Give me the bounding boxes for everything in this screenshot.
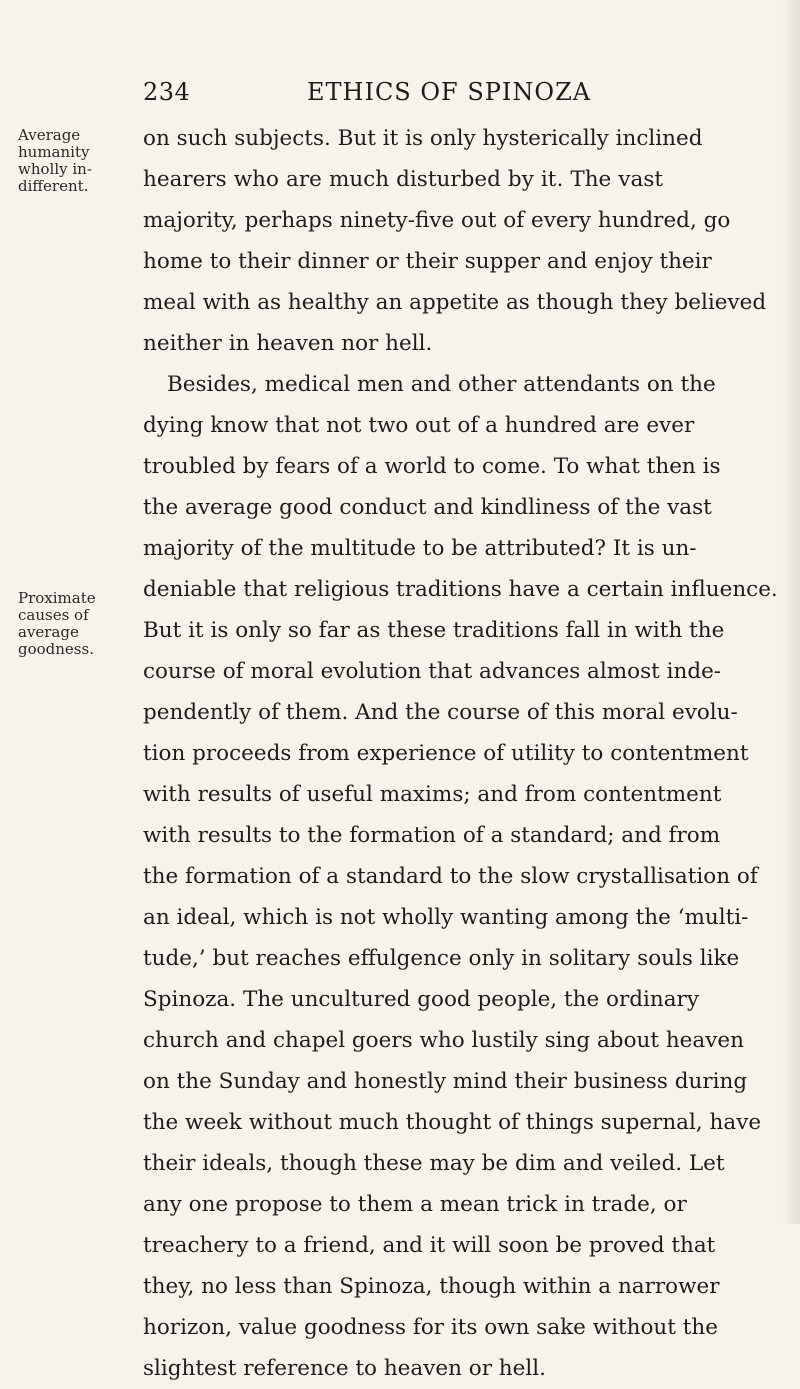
text-line: troubled by fears of a world to come. To what then is — [143, 454, 721, 479]
body-text — [143, 118, 778, 1389]
text-line: any one propose to them a mean trick in trade, or — [143, 1192, 687, 1217]
text-line: they, no less than Spinoza, though within a narrower — [143, 1274, 720, 1299]
text-line: pendently of them. And the course of this moral evolu- — [143, 700, 738, 725]
margin-note-proximate-causes — [18, 590, 136, 658]
text-line: treachery to a friend, and it will soon be proved that — [143, 1233, 716, 1258]
running-head — [143, 76, 640, 108]
margin-note-line: Average — [18, 126, 81, 144]
text-line: deniable that religious traditions have a certain influence. — [143, 577, 778, 602]
text-line: meal with as healthy an appetite as though they believed — [143, 290, 767, 315]
text-line: majority of the multitude to be attributed? It is un- — [143, 536, 697, 561]
page-number: 234 — [143, 78, 191, 106]
text-line: Spinoza. The uncultured good people, the ordinary — [143, 987, 699, 1012]
margin-note-line: Proximate — [18, 589, 96, 607]
margin-note-average-humanity — [18, 127, 136, 195]
text-line: home to their dinner or their supper and enjoy their — [143, 249, 712, 274]
text-line: on such subjects. But it is only hysterically inclined — [143, 126, 703, 151]
text-line: tude,’ but reaches effulgence only in solitary souls like — [143, 946, 740, 971]
text-line: the week without much thought of things supernal, have — [143, 1110, 762, 1135]
margin-note-line: different. — [18, 177, 89, 195]
margin-note-line: wholly in- — [18, 160, 92, 178]
margin-note-line: causes of — [18, 606, 89, 624]
text-line: But it is only so far as these traditions fall in with the — [143, 618, 725, 643]
text-line: horizon, value goodness for its own sake without the — [143, 1315, 718, 1340]
text-line: an ideal, which is not wholly wanting among the ‘multi- — [143, 905, 749, 930]
text-line: with results to the formation of a standard; and from — [143, 823, 721, 848]
page-edge-shadow — [782, 0, 800, 1224]
text-line: with results of useful maxims; and from contentment — [143, 782, 722, 807]
text-line: on the Sunday and honestly mind their business during — [143, 1069, 748, 1094]
text-line: majority, perhaps ninety-five out of every hundred, go — [143, 208, 731, 233]
margin-note-line: goodness. — [18, 640, 94, 658]
text-line: church and chapel goers who lustily sing about heaven — [143, 1028, 744, 1053]
margin-note-line: average — [18, 623, 79, 641]
running-title: ETHICS OF SPINOZA — [307, 78, 592, 106]
text-line: dying know that not two out of a hundred are ever — [143, 413, 695, 438]
text-line: the formation of a standard to the slow crystallisation of — [143, 864, 758, 889]
text-line: course of moral evolution that advances almost inde- — [143, 659, 722, 684]
text-line: Besides, medical men and other attendants on the — [167, 372, 716, 397]
text-line: slightest reference to heaven or hell. — [143, 1356, 546, 1381]
text-line: tion proceeds from experience of utility to contentment — [143, 741, 749, 766]
text-line: their ideals, though these may be dim and veiled. Let — [143, 1151, 725, 1176]
text-line: neither in heaven nor hell. — [143, 331, 433, 356]
margin-note-line: humanity — [18, 143, 90, 161]
text-line: the average good conduct and kindliness of the vast — [143, 495, 712, 520]
text-line: hearers who are much disturbed by it. The vast — [143, 167, 663, 192]
